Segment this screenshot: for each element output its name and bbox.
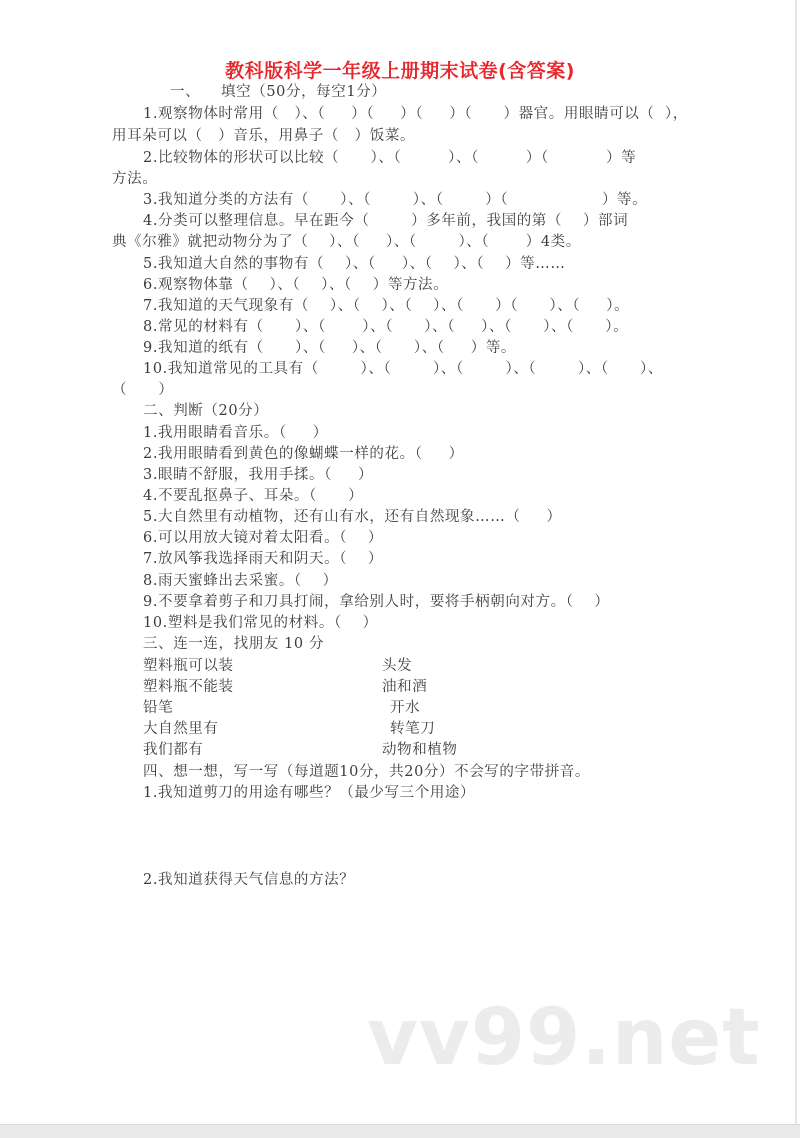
judge-item-9: 9.不要拿着剪子和刀具打闹，拿给别人时，要将手柄朝向对方。（ ）: [143, 594, 610, 610]
fill-question-4: 4.分类可以整理信息。早在距今（ ）多年前，我国的第（ ）部词: [143, 213, 629, 229]
write-question-1: 1.我知道剪刀的用途有哪些？（最少写三个用途）: [143, 785, 476, 801]
judge-item-6: 6.可以用放大镜对着太阳看。（ ）: [143, 530, 384, 546]
write-question-2: 2.我知道获得天气信息的方法？: [143, 872, 355, 888]
fill-question-9: 9.我知道的纸有（ ）、（ ）、（ ）、（ ）等。: [143, 340, 517, 356]
fill-question-6: 6.观察物体靠（ ）、（ ）、（ ）等方法。: [143, 277, 449, 293]
section2-heading: 二、判断（20分）: [143, 403, 269, 419]
match-left-2: 塑料瓶不能装: [143, 679, 234, 695]
fill-question-3: 3.我知道分类的方法有（ ）、（ ）、（ ）（ ）等。: [143, 192, 648, 208]
section4-heading: 四、想一想，写一写（每道题10分，共20分）不会写的字带拼音。: [143, 764, 590, 780]
fill-question-5: 5.我知道大自然的事物有（ ）、（ ）、（ ）、（ ）等……: [143, 256, 566, 272]
fill-question-7: 7.我知道的天气现象有（ ）、（ ）、（ ）、（ ）（ ）、（ ）。: [143, 298, 630, 314]
match-left-3: 铅笔: [143, 700, 174, 716]
match-left-4: 大自然里有: [143, 721, 219, 737]
match-right-5: 动物和植物: [382, 742, 458, 758]
fill-question-2: 2.比较物体的形状可以比较（ ）、（ ）、（ ）（ ）等: [143, 150, 637, 166]
fill-question-4-cont: 典《尔雅》就把动物分为了（ ）、（ ）、（ ）、（ ）4类。: [112, 234, 581, 250]
fill-question-10-cont: （ ）: [112, 382, 174, 398]
judge-item-4: 4.不要乱抠鼻子、耳朵。（ ）: [143, 488, 364, 504]
match-right-4: 转笔刀: [390, 721, 436, 737]
judge-item-8: 8.雨天蜜蜂出去采蜜。（ ）: [143, 573, 338, 589]
judge-item-1: 1.我用眼睛看音乐。（ ）: [143, 425, 328, 441]
fill-question-8: 8.常见的材料有（ ）、（ ）、（ ）、（ ）、（ ）、（ ）。: [143, 319, 629, 335]
match-right-3: 开水: [390, 700, 421, 716]
section3-heading: 三、连一连，找朋友 10 分: [143, 636, 325, 652]
section1-heading: 一、 填空（50分，每空1分）: [170, 84, 387, 100]
judge-item-10: 10.塑料是我们常见的材料。（ ）: [143, 615, 378, 631]
judge-item-5: 5.大自然里有动植物，还有山有水，还有自然现象……（ ）: [143, 509, 562, 525]
match-left-1: 塑料瓶可以装: [143, 658, 234, 674]
watermark: vv99.net: [367, 993, 761, 1083]
fill-question-2-cont: 方法。: [112, 171, 158, 187]
document-title: 教科版科学一年级上册期末试卷(含答案): [225, 60, 575, 82]
match-right-2: 油和酒: [382, 679, 428, 695]
fill-question-1: 1.观察物体时常用（ ）、（ ）（ ）（ ）（ ）器官。用眼睛可以（ ），: [143, 106, 688, 122]
fill-question-10: 10.我知道常见的工具有（ ）、（ ）、（ ）、（ ）、（ ）、: [143, 361, 663, 377]
match-left-5: 我们都有: [143, 742, 204, 758]
match-right-1: 头发: [382, 658, 413, 674]
page-bottom-edge: [0, 1124, 800, 1138]
judge-item-2: 2.我用眼睛看到黄色的像蝴蝶一样的花。（ ）: [143, 446, 464, 462]
fill-question-1-cont: 用耳朵可以（ ）音乐，用鼻子（ ）饭菜。: [112, 128, 416, 144]
judge-item-7: 7.放风筝我选择雨天和阴天。（ ）: [143, 551, 384, 567]
judge-item-3: 3.眼睛不舒服，我用手揉。（ ）: [143, 467, 374, 483]
